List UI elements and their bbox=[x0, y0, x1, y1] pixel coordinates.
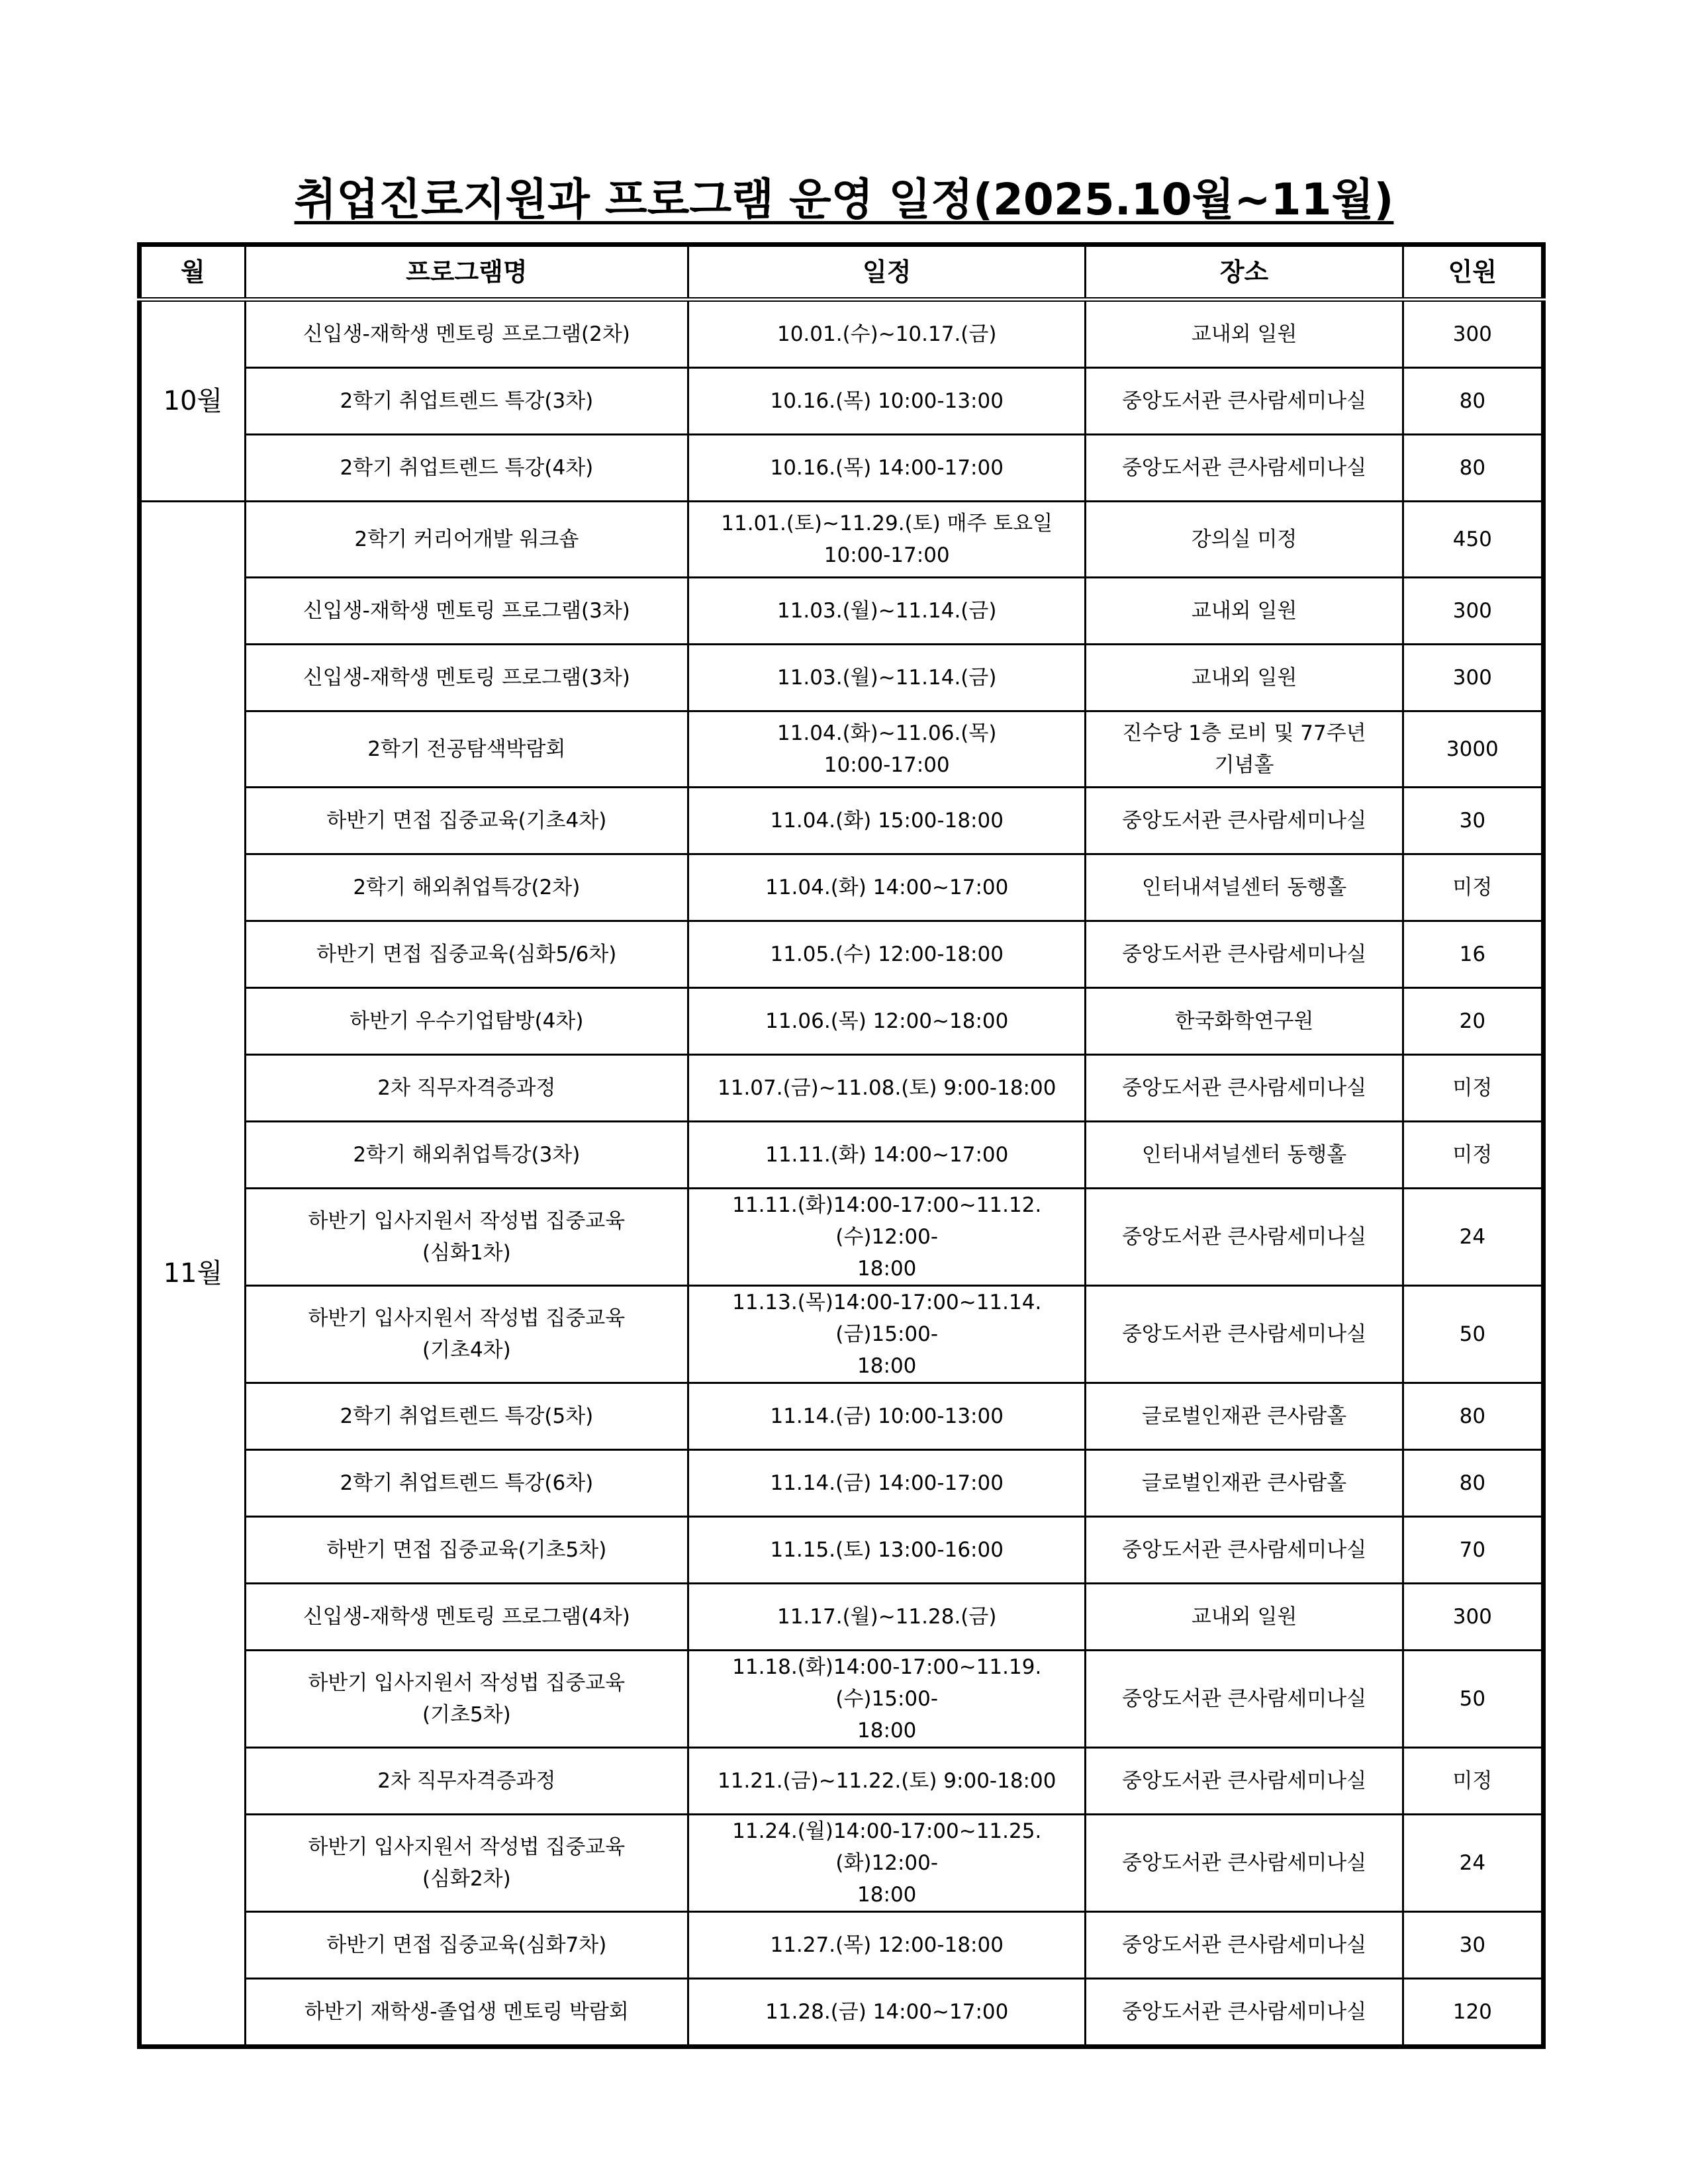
place-cell: 교내외 일원 bbox=[1086, 300, 1403, 368]
program-cell: 신입생-재학생 멘토링 프로그램(4차) bbox=[245, 1584, 688, 1651]
schedule-cell: 11.03.(월)~11.14.(금) bbox=[688, 645, 1086, 711]
document-title: 취업진로지원과 프로그램 운영 일정(2025.10월~11월) bbox=[294, 174, 1394, 225]
table-row bbox=[140, 1651, 1544, 1748]
place-cell: 중앙도서관 큰사람세미나실 bbox=[1086, 1748, 1403, 1815]
count-cell: 24 bbox=[1403, 1189, 1543, 1286]
schedule-cell: 11.04.(화) 15:00-18:00 bbox=[688, 788, 1086, 854]
table-row bbox=[140, 1584, 1544, 1651]
schedule-cell: 11.04.(화) 14:00~17:00 bbox=[688, 854, 1086, 921]
schedule-cell: 10.16.(목) 14:00-17:00 bbox=[688, 435, 1086, 502]
place-cell: 한국화학연구원 bbox=[1086, 988, 1403, 1055]
place-cell: 중앙도서관 큰사람세미나실 bbox=[1086, 1286, 1403, 1383]
place-cell: 중앙도서관 큰사람세미나실 bbox=[1086, 1517, 1403, 1584]
table-row bbox=[140, 300, 1544, 368]
header-place: 장소 bbox=[1086, 245, 1403, 300]
place-cell: 중앙도서관 큰사람세미나실 bbox=[1086, 921, 1403, 988]
schedule-cell: 10.16.(목) 10:00-13:00 bbox=[688, 368, 1086, 435]
program-cell: 하반기 우수기업탐방(4차) bbox=[245, 988, 688, 1055]
count-cell: 450 bbox=[1403, 502, 1543, 578]
schedule-cell: 11.03.(월)~11.14.(금) bbox=[688, 578, 1086, 645]
table-row bbox=[140, 1979, 1544, 2047]
header-count: 인원 bbox=[1403, 245, 1543, 300]
place-cell: 중앙도서관 큰사람세미나실 bbox=[1086, 1979, 1403, 2047]
place-cell: 중앙도서관 큰사람세미나실 bbox=[1086, 1055, 1403, 1122]
schedule-cell: 11.14.(금) 14:00-17:00 bbox=[688, 1450, 1086, 1517]
place-cell: 교내외 일원 bbox=[1086, 645, 1403, 711]
program-cell: 2학기 취업트렌드 특강(5차) bbox=[245, 1383, 688, 1450]
table-row bbox=[140, 1055, 1544, 1122]
place-cell: 중앙도서관 큰사람세미나실 bbox=[1086, 1651, 1403, 1748]
place-cell: 인터내셔널센터 동행홀 bbox=[1086, 1122, 1403, 1189]
count-cell: 3000 bbox=[1403, 711, 1543, 788]
table-row bbox=[140, 502, 1544, 578]
count-cell: 300 bbox=[1403, 1584, 1543, 1651]
count-cell: 70 bbox=[1403, 1517, 1543, 1584]
program-cell: 하반기 면접 집중교육(기초4차) bbox=[245, 788, 688, 854]
count-cell: 300 bbox=[1403, 578, 1543, 645]
header-month: 월 bbox=[140, 245, 246, 300]
schedule-cell: 11.24.(월)14:00-17:00~11.25.(화)12:00- 18:00 bbox=[688, 1815, 1086, 1912]
place-cell: 진수당 1층 로비 및 77주년 기념홀 bbox=[1086, 711, 1403, 788]
place-cell: 중앙도서관 큰사람세미나실 bbox=[1086, 1912, 1403, 1979]
schedule-cell: 11.11.(화)14:00-17:00~11.12.(수)12:00- 18:00 bbox=[688, 1189, 1086, 1286]
count-cell: 80 bbox=[1403, 435, 1543, 502]
place-cell: 중앙도서관 큰사람세미나실 bbox=[1086, 368, 1403, 435]
table-row bbox=[140, 788, 1544, 854]
schedule-cell: 11.15.(토) 13:00-16:00 bbox=[688, 1517, 1086, 1584]
program-cell: 하반기 면접 집중교육(심화7차) bbox=[245, 1912, 688, 1979]
program-cell: 신입생-재학생 멘토링 프로그램(2차) bbox=[245, 300, 688, 368]
place-cell: 글로벌인재관 큰사람홀 bbox=[1086, 1383, 1403, 1450]
program-cell: 신입생-재학생 멘토링 프로그램(3차) bbox=[245, 578, 688, 645]
count-cell: 50 bbox=[1403, 1651, 1543, 1748]
program-cell: 2학기 해외취업특강(2차) bbox=[245, 854, 688, 921]
count-cell: 30 bbox=[1403, 788, 1543, 854]
program-cell: 2학기 취업트렌드 특강(4차) bbox=[245, 435, 688, 502]
schedule-cell: 11.04.(화)~11.06.(목) 10:00-17:00 bbox=[688, 711, 1086, 788]
place-cell: 교내외 일원 bbox=[1086, 578, 1403, 645]
schedule-body bbox=[140, 300, 1544, 2047]
program-cell: 하반기 입사지원서 작성법 집중교육 (심화2차) bbox=[245, 1815, 688, 1912]
table-row bbox=[140, 1912, 1544, 1979]
table-row bbox=[140, 645, 1544, 711]
table-row bbox=[140, 854, 1544, 921]
schedule-cell: 11.14.(금) 10:00-13:00 bbox=[688, 1383, 1086, 1450]
schedule-cell: 11.28.(금) 14:00~17:00 bbox=[688, 1979, 1086, 2047]
program-cell: 신입생-재학생 멘토링 프로그램(3차) bbox=[245, 645, 688, 711]
schedule-cell: 11.06.(목) 12:00~18:00 bbox=[688, 988, 1086, 1055]
table-row bbox=[140, 1122, 1544, 1189]
count-cell: 미정 bbox=[1403, 1055, 1543, 1122]
count-cell: 300 bbox=[1403, 645, 1543, 711]
schedule-cell: 10.01.(수)~10.17.(금) bbox=[688, 300, 1086, 368]
program-cell: 2학기 커리어개발 워크숍 bbox=[245, 502, 688, 578]
table-row bbox=[140, 1383, 1544, 1450]
schedule-cell: 11.11.(화) 14:00~17:00 bbox=[688, 1122, 1086, 1189]
place-cell: 교내외 일원 bbox=[1086, 1584, 1403, 1651]
place-cell: 강의실 미정 bbox=[1086, 502, 1403, 578]
schedule-cell: 11.18.(화)14:00-17:00~11.19.(수)15:00- 18:00 bbox=[688, 1651, 1086, 1748]
schedule-cell: 11.07.(금)~11.08.(토) 9:00-18:00 bbox=[688, 1055, 1086, 1122]
count-cell: 120 bbox=[1403, 1979, 1543, 2047]
program-cell: 2학기 취업트렌드 특강(6차) bbox=[245, 1450, 688, 1517]
table-header-row bbox=[140, 245, 1544, 300]
schedule-cell: 11.05.(수) 12:00-18:00 bbox=[688, 921, 1086, 988]
schedule-cell: 11.21.(금)~11.22.(토) 9:00-18:00 bbox=[688, 1748, 1086, 1815]
program-cell: 2학기 전공탐색박람회 bbox=[245, 711, 688, 788]
program-cell: 2학기 해외취업특강(3차) bbox=[245, 1122, 688, 1189]
table-row bbox=[140, 1517, 1544, 1584]
program-cell: 하반기 입사지원서 작성법 집중교육 (기초4차) bbox=[245, 1286, 688, 1383]
count-cell: 50 bbox=[1403, 1286, 1543, 1383]
place-cell: 중앙도서관 큰사람세미나실 bbox=[1086, 788, 1403, 854]
table-row bbox=[140, 921, 1544, 988]
program-cell: 하반기 입사지원서 작성법 집중교육 (심화1차) bbox=[245, 1189, 688, 1286]
program-cell: 2학기 취업트렌드 특강(3차) bbox=[245, 368, 688, 435]
count-cell: 16 bbox=[1403, 921, 1543, 988]
header-program: 프로그램명 bbox=[245, 245, 688, 300]
table-row bbox=[140, 1450, 1544, 1517]
place-cell: 인터내셔널센터 동행홀 bbox=[1086, 854, 1403, 921]
program-cell: 하반기 재학생-졸업생 멘토링 박람회 bbox=[245, 1979, 688, 2047]
table-row bbox=[140, 1286, 1544, 1383]
count-cell: 80 bbox=[1403, 1383, 1543, 1450]
month-cell: 11월 bbox=[140, 502, 246, 2047]
schedule-table bbox=[137, 242, 1546, 2049]
count-cell: 30 bbox=[1403, 1912, 1543, 1979]
place-cell: 중앙도서관 큰사람세미나실 bbox=[1086, 1815, 1403, 1912]
count-cell: 미정 bbox=[1403, 1122, 1543, 1189]
place-cell: 중앙도서관 큰사람세미나실 bbox=[1086, 435, 1403, 502]
table-row bbox=[140, 1748, 1544, 1815]
schedule-cell: 11.17.(월)~11.28.(금) bbox=[688, 1584, 1086, 1651]
table-row bbox=[140, 368, 1544, 435]
program-cell: 2차 직무자격증과정 bbox=[245, 1748, 688, 1815]
count-cell: 20 bbox=[1403, 988, 1543, 1055]
schedule-cell: 11.13.(목)14:00-17:00~11.14.(금)15:00- 18:00 bbox=[688, 1286, 1086, 1383]
program-cell: 하반기 입사지원서 작성법 집중교육 (기초5차) bbox=[245, 1651, 688, 1748]
place-cell: 글로벌인재관 큰사람홀 bbox=[1086, 1450, 1403, 1517]
program-cell: 하반기 면접 집중교육(심화5/6차) bbox=[245, 921, 688, 988]
count-cell: 80 bbox=[1403, 1450, 1543, 1517]
program-cell: 2차 직무자격증과정 bbox=[245, 1055, 688, 1122]
program-cell: 하반기 면접 집중교육(기초5차) bbox=[245, 1517, 688, 1584]
count-cell: 미정 bbox=[1403, 1748, 1543, 1815]
place-cell: 중앙도서관 큰사람세미나실 bbox=[1086, 1189, 1403, 1286]
schedule-cell: 11.01.(토)~11.29.(토) 매주 토요일 10:00-17:00 bbox=[688, 502, 1086, 578]
table-row bbox=[140, 711, 1544, 788]
count-cell: 24 bbox=[1403, 1815, 1543, 1912]
month-cell: 10월 bbox=[140, 300, 246, 502]
table-row bbox=[140, 435, 1544, 502]
count-cell: 300 bbox=[1403, 300, 1543, 368]
count-cell: 미정 bbox=[1403, 854, 1543, 921]
schedule-cell: 11.27.(목) 12:00-18:00 bbox=[688, 1912, 1086, 1979]
table-row bbox=[140, 1815, 1544, 1912]
count-cell: 80 bbox=[1403, 368, 1543, 435]
header-schedule: 일정 bbox=[688, 245, 1086, 300]
table-row bbox=[140, 578, 1544, 645]
table-row bbox=[140, 1189, 1544, 1286]
table-row bbox=[140, 988, 1544, 1055]
